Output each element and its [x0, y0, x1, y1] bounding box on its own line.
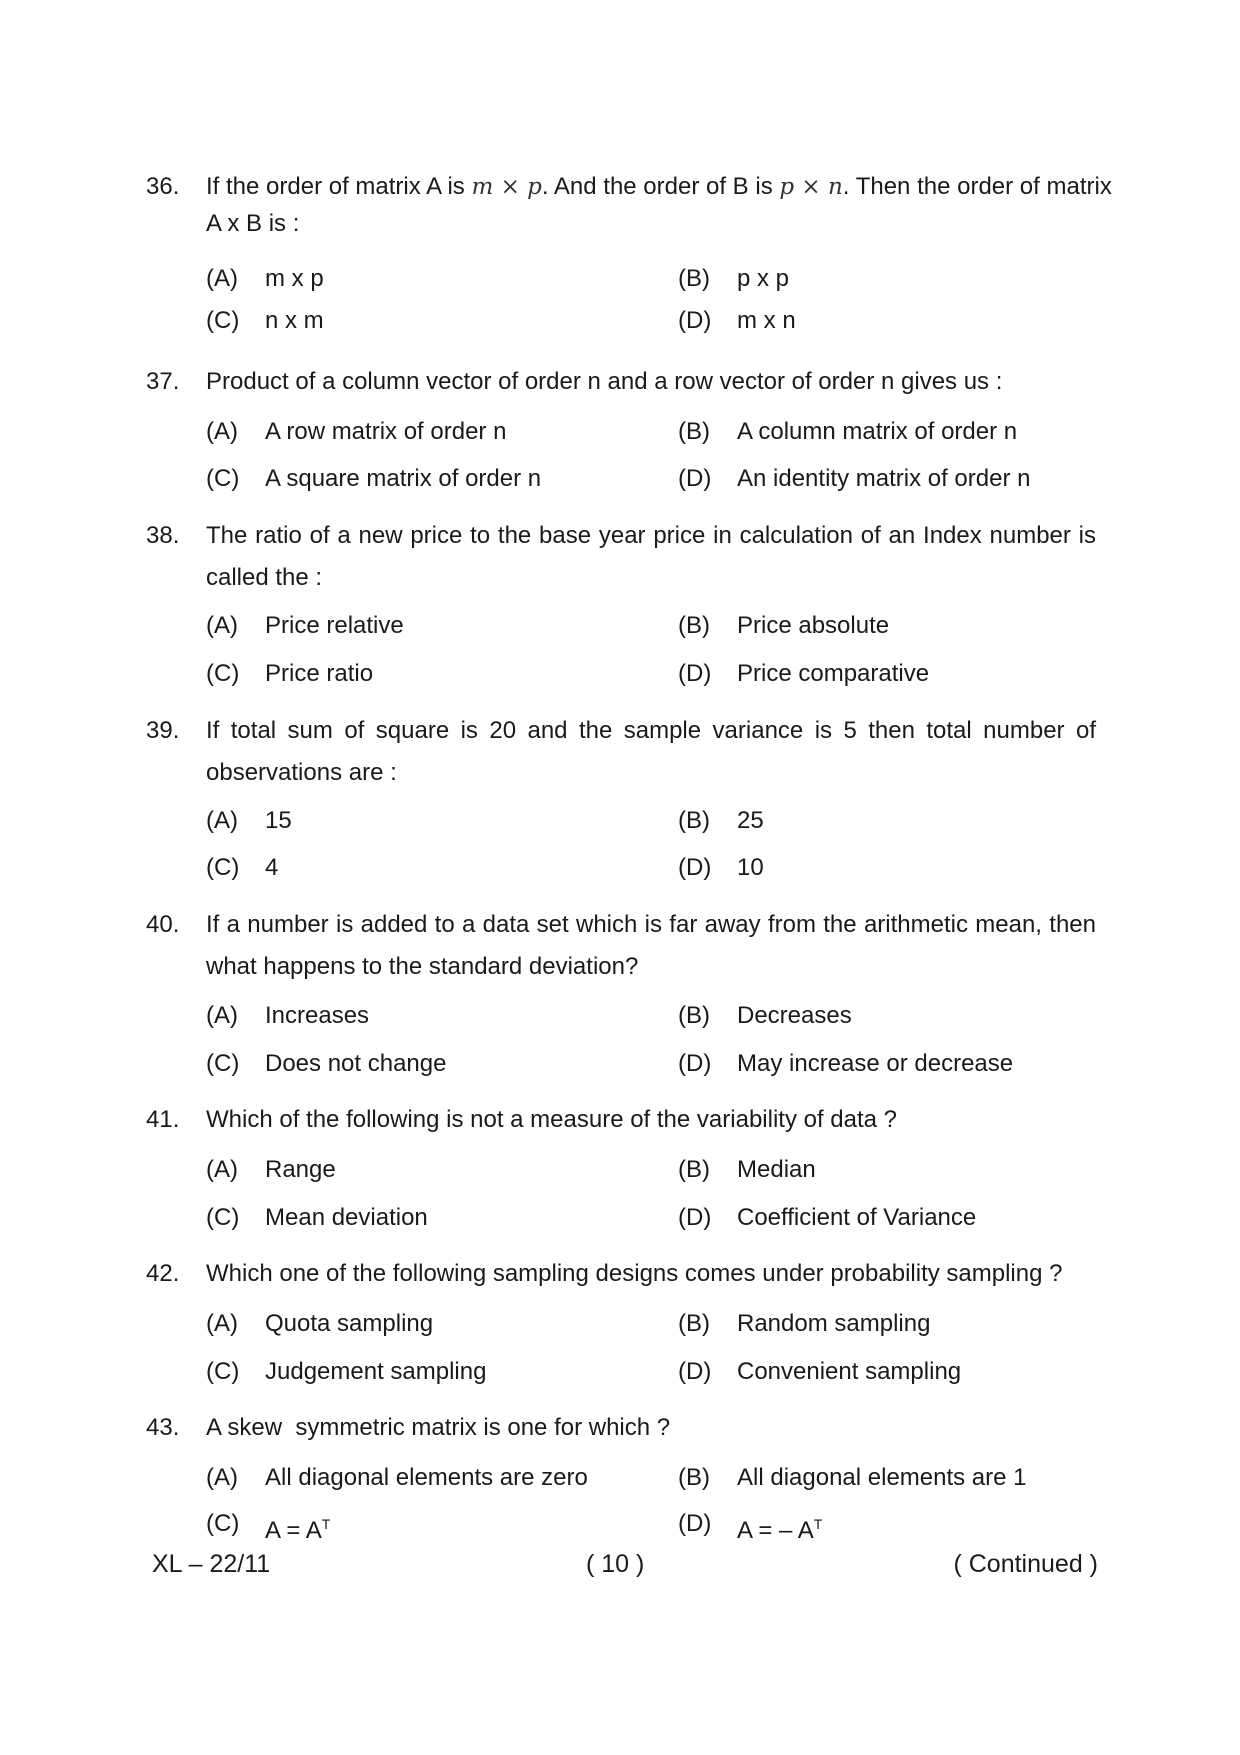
option-text: Increases: [265, 1002, 370, 1029]
option-text: Median: [737, 1156, 816, 1183]
transpose-superscript: T: [321, 1516, 331, 1532]
option-text: A square matrix of order n: [265, 465, 542, 492]
option-label: (A): [206, 1310, 238, 1337]
option-text: 25: [737, 807, 764, 834]
option-text: Judgement sampling: [265, 1358, 487, 1385]
option-text: Coefficient of Variance: [737, 1204, 977, 1231]
paper-code: XL – 22/11: [152, 1550, 271, 1578]
question-number: 42.: [146, 1260, 180, 1287]
option-label: (D): [678, 854, 712, 881]
option-label: (B): [678, 612, 710, 639]
option-text: Random sampling: [737, 1310, 931, 1337]
option-label: (A): [206, 807, 238, 834]
option-label: (B): [678, 1310, 710, 1337]
question-38: [0, 515, 1240, 599]
question-text: Which of the following is not a measure of the variability of data ?: [206, 1106, 898, 1133]
option-text-base: A = – A: [737, 1517, 814, 1544]
option-text: Price absolute: [737, 612, 890, 639]
page-footer: [0, 1544, 1240, 1584]
question-39: [0, 710, 1240, 794]
option-label: (C): [206, 1050, 240, 1077]
option-label: (B): [678, 1464, 710, 1491]
option-label: (A): [206, 612, 238, 639]
question-number: 36.: [146, 173, 180, 200]
question-text: called the :: [206, 564, 323, 591]
question-42: [0, 1253, 1240, 1295]
option-text: A column matrix of order n: [737, 418, 1018, 445]
option-label: (B): [678, 1002, 710, 1029]
option-text: 10: [737, 854, 764, 881]
question-text: A skew symmetric matrix is one for which ?: [206, 1414, 671, 1441]
question-36: [0, 166, 1240, 245]
option-label: (A): [206, 1156, 238, 1183]
question-number: 41.: [146, 1106, 180, 1133]
option-text: [265, 1506, 330, 1549]
option-label: (D): [678, 1358, 712, 1385]
option-text: All diagonal elements are 1: [737, 1464, 1027, 1491]
option-label: (C): [206, 1204, 240, 1231]
option-label: (C): [206, 465, 240, 492]
option-label: (A): [206, 418, 238, 445]
option-text: m x p: [265, 265, 324, 292]
option-text: Convenient sampling: [737, 1358, 962, 1385]
question-number: 38.: [146, 522, 180, 549]
option-label: (C): [206, 1358, 240, 1385]
math-expression: m × p: [471, 174, 542, 200]
option-text-base: A = A: [265, 1517, 322, 1544]
option-label: (B): [678, 807, 710, 834]
question-text-part: . Then the order of matrix: [842, 173, 1112, 200]
option-text: All diagonal elements are zero: [265, 1464, 588, 1491]
question-40: [0, 904, 1240, 988]
option-label: (C): [206, 307, 240, 334]
option-label: (A): [206, 1464, 238, 1491]
option-text: 4: [265, 854, 279, 881]
option-text: Mean deviation: [265, 1204, 428, 1231]
question-text: what happens to the standard deviation?: [206, 953, 639, 980]
question-number: 40.: [146, 911, 180, 938]
option-text: Price relative: [265, 612, 404, 639]
option-text: Decreases: [737, 1002, 852, 1029]
question-text: [206, 166, 1112, 208]
option-text: May increase or decrease: [737, 1050, 1014, 1077]
question-number: 39.: [146, 717, 180, 744]
option-label: (B): [678, 1156, 710, 1183]
option-label: (C): [206, 1510, 240, 1537]
question-text: observations are :: [206, 759, 397, 786]
question-text: If a number is added to a data set which is far away from the arithmetic mean, then: [206, 911, 1096, 938]
option-label: (A): [206, 1002, 238, 1029]
page-number: ( 10 ): [586, 1550, 645, 1578]
question-text: Which one of the following sampling designs comes under probability sampling ?: [206, 1260, 1063, 1287]
option-text: n x m: [265, 307, 324, 334]
option-label: (A): [206, 265, 238, 292]
question-text-part: . And the order of B is: [541, 173, 780, 200]
question-number: 37.: [146, 368, 180, 395]
option-text: p x p: [737, 265, 790, 292]
option-label: (D): [678, 465, 712, 492]
option-text: Price comparative: [737, 660, 930, 687]
option-text: m x n: [737, 307, 796, 334]
math-expression: p × n: [779, 174, 843, 200]
option-label: (B): [678, 418, 710, 445]
option-label: (D): [678, 1510, 712, 1537]
question-43: [0, 1407, 1240, 1449]
option-label: (C): [206, 660, 240, 687]
option-label: (D): [678, 307, 712, 334]
question-number: 43.: [146, 1414, 180, 1441]
option-text: [737, 1506, 822, 1549]
option-label: (C): [206, 854, 240, 881]
option-text: 15: [265, 807, 292, 834]
question-text: A x B is :: [206, 210, 300, 237]
continued-label: ( Continued ): [953, 1550, 1098, 1578]
option-text: An identity matrix of order n: [737, 465, 1031, 492]
question-text: If total sum of square is 20 and the sample variance is 5 then total number of: [206, 717, 1096, 744]
question-41: [0, 1099, 1240, 1141]
option-text: Quota sampling: [265, 1310, 434, 1337]
option-label: (D): [678, 1204, 712, 1231]
option-text: Does not change: [265, 1050, 447, 1077]
question-text: Product of a column vector of order n and a row vector of order n gives us :: [206, 368, 1003, 395]
option-label: (B): [678, 265, 710, 292]
transpose-superscript: T: [813, 1516, 823, 1532]
question-37: [0, 361, 1240, 403]
option-label: (D): [678, 1050, 712, 1077]
option-text: A row matrix of order n: [265, 418, 507, 445]
option-label: (D): [678, 660, 712, 687]
question-text: The ratio of a new price to the base year price in calculation of an Index number is: [206, 522, 1096, 549]
option-text: Range: [265, 1156, 336, 1183]
question-text-part: If the order of matrix A is: [206, 173, 472, 200]
option-text: Price ratio: [265, 660, 374, 687]
